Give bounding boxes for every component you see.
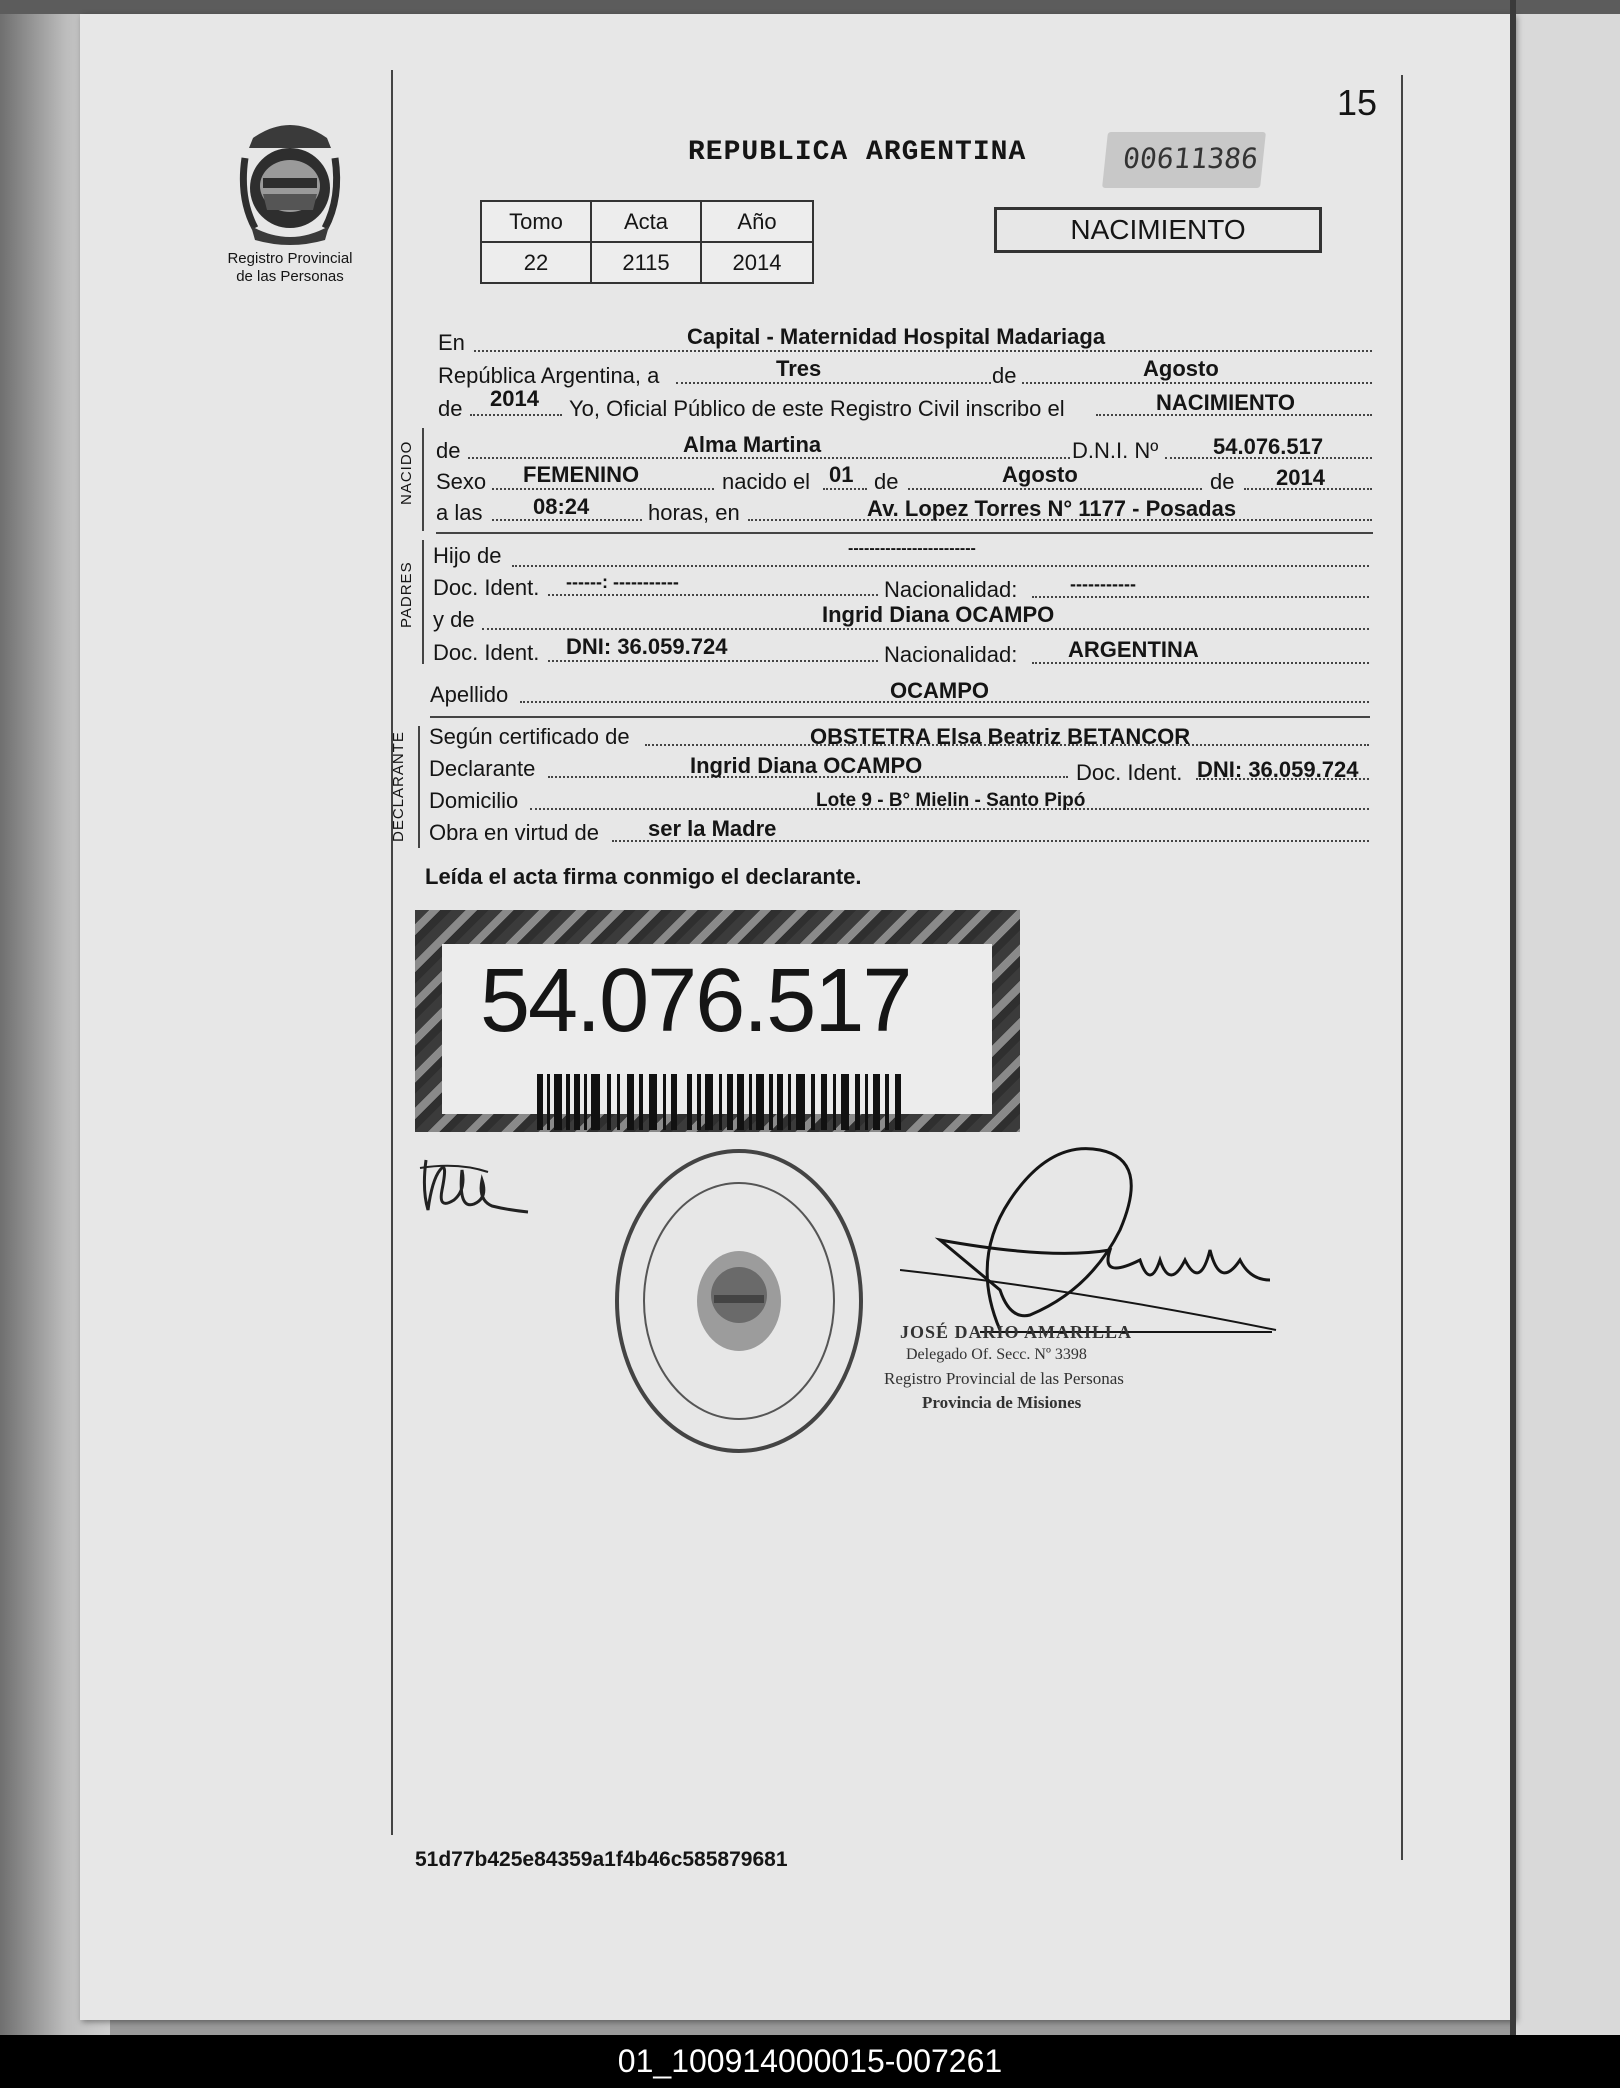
document-title: REPUBLICA ARGENTINA <box>688 137 1027 168</box>
header-ano: Año <box>701 201 813 242</box>
hijo-de-label: Hijo de <box>433 543 502 568</box>
domicilio-value: Lote 9 - B° Mielin - Santo Pipó <box>816 790 1086 811</box>
nacionalidad-label-2: Nacionalidad: <box>884 642 1018 667</box>
obra-value: ser la Madre <box>648 816 777 841</box>
section-divider-nacido <box>422 428 424 531</box>
de-label: de <box>992 363 1017 388</box>
declarante-section-label: DECLARANTE <box>390 731 407 842</box>
page-number: 15 <box>1337 82 1378 123</box>
de-label-2: de <box>438 396 463 421</box>
declarant-signature <box>418 1150 533 1230</box>
right-margin-line <box>1401 75 1403 1860</box>
acta-type-box: NACIMIENTO <box>994 207 1322 253</box>
header-acta: Acta <box>591 201 701 242</box>
dotted-line <box>474 350 1372 352</box>
child-name: Alma Martina <box>683 432 822 457</box>
father-name: ------------------------ <box>848 540 976 557</box>
section-divider-declarante <box>418 726 420 848</box>
de-label-3: de <box>874 469 899 494</box>
official-office: Registro Provincial de las Personas <box>884 1369 1124 1388</box>
doc-ident-label: Doc. Ident. <box>433 575 540 600</box>
section-divider-padres <box>422 540 424 664</box>
dotted-line <box>548 660 878 662</box>
page-edge <box>1510 0 1516 2035</box>
background-right <box>1510 0 1620 2035</box>
dotted-line <box>676 382 991 384</box>
sexo-label: Sexo <box>436 469 487 494</box>
mother-nationality: ARGENTINA <box>1068 637 1199 662</box>
serial-number-stamp: 00611386 <box>1102 132 1266 188</box>
dotted-line <box>823 488 867 490</box>
child-dni: 54.076.517 <box>1213 434 1324 459</box>
nacido-de-label: de <box>436 438 461 463</box>
mother-name: Ingrid Diana OCAMPO <box>822 602 1055 627</box>
certificado-label: Según certificado de <box>429 724 630 749</box>
section-separator <box>436 532 1373 534</box>
registry-table-header-row <box>481 201 813 242</box>
nacido-el-label: nacido el <box>722 469 811 494</box>
registrar-signature <box>900 1140 1280 1340</box>
dni-badge-panel <box>442 944 992 1114</box>
dotted-line <box>470 414 562 416</box>
dotted-line <box>1022 382 1372 384</box>
logo-caption-line2: de las Personas <box>236 268 344 285</box>
dotted-line <box>482 628 1369 630</box>
nacido-section-label: NACIDO <box>398 440 415 505</box>
dni-label: D.N.I. Nº <box>1072 438 1159 463</box>
birth-day: 01 <box>829 462 854 487</box>
logo-caption-line1: Registro Provincial <box>227 250 353 267</box>
mother-doc: DNI: 36.059.724 <box>566 634 728 659</box>
document-hash: 51d77b425e84359a1f4b46c585879681 <box>415 1848 788 1871</box>
dotted-line <box>492 488 714 490</box>
de-label-4: de <box>1210 469 1235 494</box>
left-margin-line <box>391 70 393 1835</box>
declarante-label: Declarante <box>429 756 536 781</box>
registrar-statement: Yo, Oficial Público de este Registro Civil inscribo el <box>569 396 1065 421</box>
sexo-value: FEMENINO <box>523 462 640 487</box>
nacionalidad-label: Nacionalidad: <box>884 577 1018 602</box>
section-separator-2 <box>430 716 1370 718</box>
year-value: 2014 <box>490 386 539 411</box>
declarante-value: Ingrid Diana OCAMPO <box>690 753 923 778</box>
event-value: NACIMIENTO <box>1156 390 1295 415</box>
logo-caption <box>210 250 370 286</box>
birth-address: Av. Lopez Torres N° 1177 - Posadas <box>867 496 1237 521</box>
certificado-value: OBSTETRA Elsa Beatriz BETANCOR <box>810 724 1191 749</box>
dni-badge-number: 54.076.517 <box>480 951 911 1051</box>
obra-label: Obra en virtud de <box>429 820 599 845</box>
birth-time: 08:24 <box>533 494 590 519</box>
header-tomo: Tomo <box>481 201 591 242</box>
apellido-label: Apellido <box>430 682 509 707</box>
month-value: Agosto <box>1143 356 1219 381</box>
birth-month: Agosto <box>1002 462 1078 487</box>
registry-table-value-row <box>481 242 813 283</box>
declarante-doc: DNI: 36.059.724 <box>1197 757 1359 782</box>
en-label: En <box>438 330 465 355</box>
y-de-label: y de <box>433 607 475 632</box>
father-doc: ------: ----------- <box>566 572 679 592</box>
value-ano: 2014 <box>701 242 813 283</box>
value-acta: 2115 <box>591 242 701 283</box>
day-value: Tres <box>776 356 822 381</box>
padres-section-label: PADRES <box>398 561 415 628</box>
dotted-line <box>1032 596 1369 598</box>
doc-ident-label-2: Doc. Ident. <box>433 640 540 665</box>
file-id-footer: 01_100914000015-007261 <box>0 2035 1620 2088</box>
coat-of-arms-icon <box>235 118 345 248</box>
dotted-line <box>512 565 1369 567</box>
domicilio-label: Domicilio <box>429 788 519 813</box>
alas-label: a las <box>436 500 483 525</box>
dotted-line <box>548 594 878 596</box>
father-nationality: ----------- <box>1070 574 1136 594</box>
place-value: Capital - Maternidad Hospital Madariaga <box>687 324 1106 349</box>
horas-label: horas, en <box>648 500 740 525</box>
apellido-value: OCAMPO <box>890 678 989 703</box>
doc-ident-label-3: Doc. Ident. <box>1076 760 1183 785</box>
registry-table <box>480 200 814 284</box>
dni-number-badge <box>415 910 1020 1132</box>
signature-statement: Leída el acta firma conmigo el declarante. <box>425 864 862 889</box>
official-seal <box>612 1145 867 1457</box>
official-name: JOSÉ DARIO AMARILLA <box>900 1322 1133 1342</box>
dotted-line <box>908 488 1202 490</box>
birth-year: 2014 <box>1276 465 1325 490</box>
barcode-icon <box>537 1074 907 1130</box>
republica-label: República Argentina, a <box>438 363 660 388</box>
background-top <box>0 0 1620 14</box>
official-province: Provincia de Misiones <box>922 1393 1082 1412</box>
value-tomo: 22 <box>481 242 591 283</box>
official-title: Delegado Of. Secc. Nº 3398 <box>906 1346 1087 1363</box>
